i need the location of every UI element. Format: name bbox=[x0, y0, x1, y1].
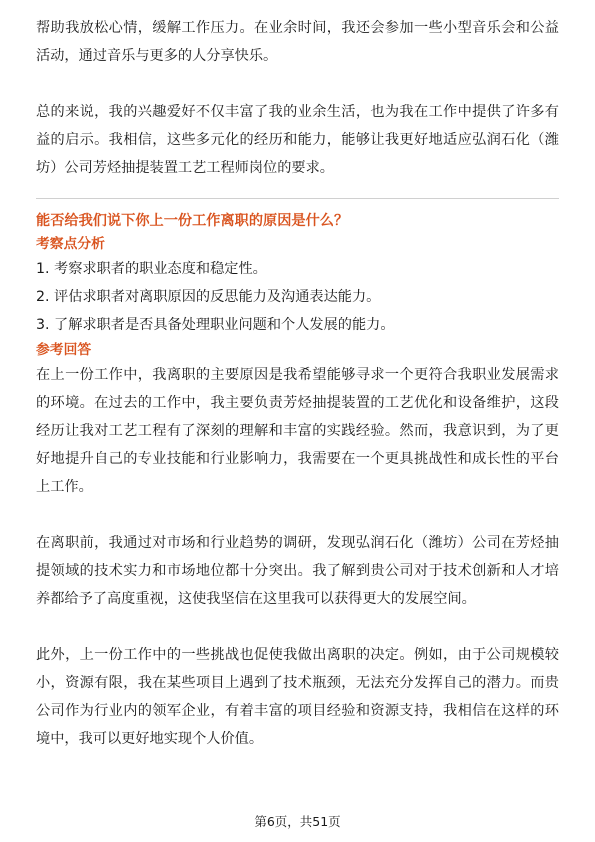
paragraph-gap bbox=[36, 501, 559, 529]
answer-title: 参考回答 bbox=[36, 342, 92, 358]
analysis-item: 2. 评估求职者对离职原因的反思能力及沟通表达能力。 bbox=[36, 289, 381, 305]
interview-question: 能否给我们说下你上一份工作离职的原因是什么？ bbox=[36, 213, 349, 229]
intro-paragraph-2: 总的来说，我的兴趣爱好不仅丰富了我的业余生活，也为我在工作中提供了许多有益的启示。我相信，这些多元化的经历和能力，能够让我更好地适应弘润石化（潍坊）公司芳烃抽提装置工艺工程师岗位的要求。 bbox=[36, 104, 559, 176]
analysis-title: 考察点分析 bbox=[36, 236, 105, 252]
analysis-item: 3. 了解求职者是否具备处理职业问题和个人发展的能力。 bbox=[36, 317, 395, 333]
analysis-item: 1. 考察求职者的职业态度和稳定性。 bbox=[36, 261, 267, 277]
document-page bbox=[36, 14, 559, 753]
page-number: 第6页，共51页 bbox=[254, 814, 341, 829]
paragraph-gap bbox=[36, 613, 559, 641]
analysis-list bbox=[36, 255, 559, 339]
section-divider bbox=[36, 198, 559, 199]
intro-paragraph-1: 帮助我放松心情，缓解工作压力。在业余时间，我还会参加一些小型音乐会和公益活动，通过音乐与更多的人分享快乐。 bbox=[36, 20, 559, 64]
paragraph-gap bbox=[36, 70, 559, 98]
answer-paragraph-1: 在上一份工作中，我离职的主要原因是我希望能够寻求一个更符合我职业发展需求的环境。在过去的工作中，我主要负责芳烃抽提装置的工艺优化和设备维护，这段经历让我对工艺工程有了深刻的理解和丰富的实践经验。然而，我意识到，为了更好地提升自己的专业技能和行业影响力，我需要在一个更具挑战性和成长性的平台上工作。 bbox=[36, 367, 559, 495]
answer-paragraph-2: 在离职前，我通过对市场和行业趋势的调研，发现弘润石化（潍坊）公司在芳烃抽提领域的技术实力和市场地位都十分突出。我了解到贵公司对于技术创新和人才培养都给予了高度重视，这使我坚信在这里我可以获得更大的发展空间。 bbox=[36, 535, 559, 607]
answer-paragraph-3: 此外，上一份工作中的一些挑战也促使我做出离职的决定。例如，由于公司规模较小，资源有限，我在某些项目上遇到了技术瓶颈，无法充分发挥自己的潜力。而贵公司作为行业内的领军企业，有着丰富的项目经验和资源支持，我相信在这样的环境中，我可以更好地实现个人价值。 bbox=[36, 647, 559, 747]
